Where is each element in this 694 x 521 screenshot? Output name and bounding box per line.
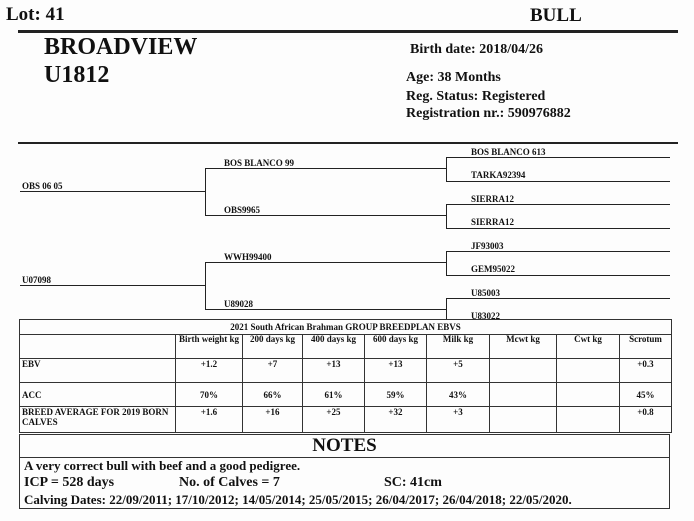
cell: +0.8	[620, 407, 672, 433]
notes-calving-dates: Calving Dates: 22/09/2011; 17/10/2012; 14/05/2014; 25/05/2015; 26/04/2017; 26/04/2018; 22/05/2020.	[24, 492, 572, 507]
pedigree-dam-sire: WWH99400	[224, 252, 272, 262]
animal-id: U1812	[44, 62, 110, 88]
reg-status: Reg. Status: Registered	[406, 89, 546, 104]
notes-title: NOTES	[312, 435, 377, 456]
cell	[557, 359, 620, 383]
header-rule-bottom	[18, 142, 678, 144]
pedigree-ds-dam: GEM95022	[471, 264, 515, 274]
pedigree-ss-dam: TARKA92394	[471, 170, 526, 180]
ebv-header-cwt: Cwt kg	[557, 335, 620, 359]
cell: 43%	[427, 383, 490, 407]
cell: +16	[243, 407, 303, 433]
notes-box	[19, 434, 670, 509]
ebv-header-mcwt: Mcwt kg	[490, 335, 557, 359]
notes-comment: A very correct bull with beef and a good pedigree.	[24, 458, 301, 473]
registration-number: Registration nr.: 590976882	[406, 106, 571, 121]
cell	[490, 407, 557, 433]
cell: +5	[427, 359, 490, 383]
table-row	[20, 359, 672, 383]
ebv-table-title: 2021 South African Brahman GROUP BREEDPLAN EBVS	[20, 320, 672, 335]
age: Age: 38 Months	[406, 70, 501, 85]
cell: +32	[365, 407, 427, 433]
cell	[490, 383, 557, 407]
cell: +0.3	[620, 359, 672, 383]
animal-name: BROADVIEW	[44, 34, 198, 60]
table-row	[20, 383, 672, 407]
ebv-header-birth-weight: Birth weight kg	[176, 335, 243, 359]
ebv-header-milk: Milk kg	[427, 335, 490, 359]
pedigree-sire: OBS 06 05	[22, 181, 63, 191]
pedigree-sire-dam: OBS9965	[224, 205, 261, 215]
pedigree-dam: U07098	[22, 275, 51, 285]
cell: 61%	[303, 383, 365, 407]
cell: +1.6	[176, 407, 243, 433]
animal-type: BULL	[530, 5, 582, 26]
ebv-header-scrotum: Scrotum	[620, 335, 672, 359]
row-label: ACC	[20, 383, 176, 407]
cell	[490, 359, 557, 383]
cell: +7	[243, 359, 303, 383]
ebv-header-600-days: 600 days kg	[365, 335, 427, 359]
notes-icp: ICP = 528 days	[24, 475, 115, 490]
cell	[557, 407, 620, 433]
cell: +3	[427, 407, 490, 433]
cell: +1.2	[176, 359, 243, 383]
pedigree-ds-sire: JF93003	[471, 241, 504, 251]
notes-sc: SC: 41cm	[384, 475, 442, 490]
pedigree-dd-dam: U83022	[471, 311, 500, 321]
cell: +13	[365, 359, 427, 383]
pedigree-sd-sire: SIERRA12	[471, 194, 515, 204]
pedigree-dam-dam: U89028	[224, 299, 253, 309]
ebv-header-400-days: 400 days kg	[303, 335, 365, 359]
cell: 70%	[176, 383, 243, 407]
pedigree-sire-sire: BOS BLANCO 99	[224, 158, 295, 168]
notes-calves: No. of Calves = 7	[179, 475, 280, 490]
cell: 45%	[620, 383, 672, 407]
table-row	[20, 407, 672, 433]
row-label: EBV	[20, 359, 176, 383]
header-rule-top	[18, 30, 678, 33]
pedigree-ss-sire: BOS BLANCO 613	[471, 147, 546, 157]
lot-number: Lot: 41	[6, 4, 65, 25]
pedigree-dd-sire: U85003	[471, 288, 500, 298]
cell: 59%	[365, 383, 427, 407]
birth-date: Birth date: 2018/04/26	[410, 42, 543, 57]
cell: +13	[303, 359, 365, 383]
pedigree-sd-dam: SIERRA12	[471, 217, 515, 227]
ebv-header-200-days: 200 days kg	[243, 335, 303, 359]
ebv-table	[19, 319, 672, 433]
ebv-header-blank	[20, 335, 176, 359]
ebv-header-row	[20, 335, 672, 359]
cell: 66%	[243, 383, 303, 407]
row-label: BREED AVERAGE FOR 2019 BORN CALVES	[20, 407, 176, 433]
cell	[557, 383, 620, 407]
cell: +25	[303, 407, 365, 433]
